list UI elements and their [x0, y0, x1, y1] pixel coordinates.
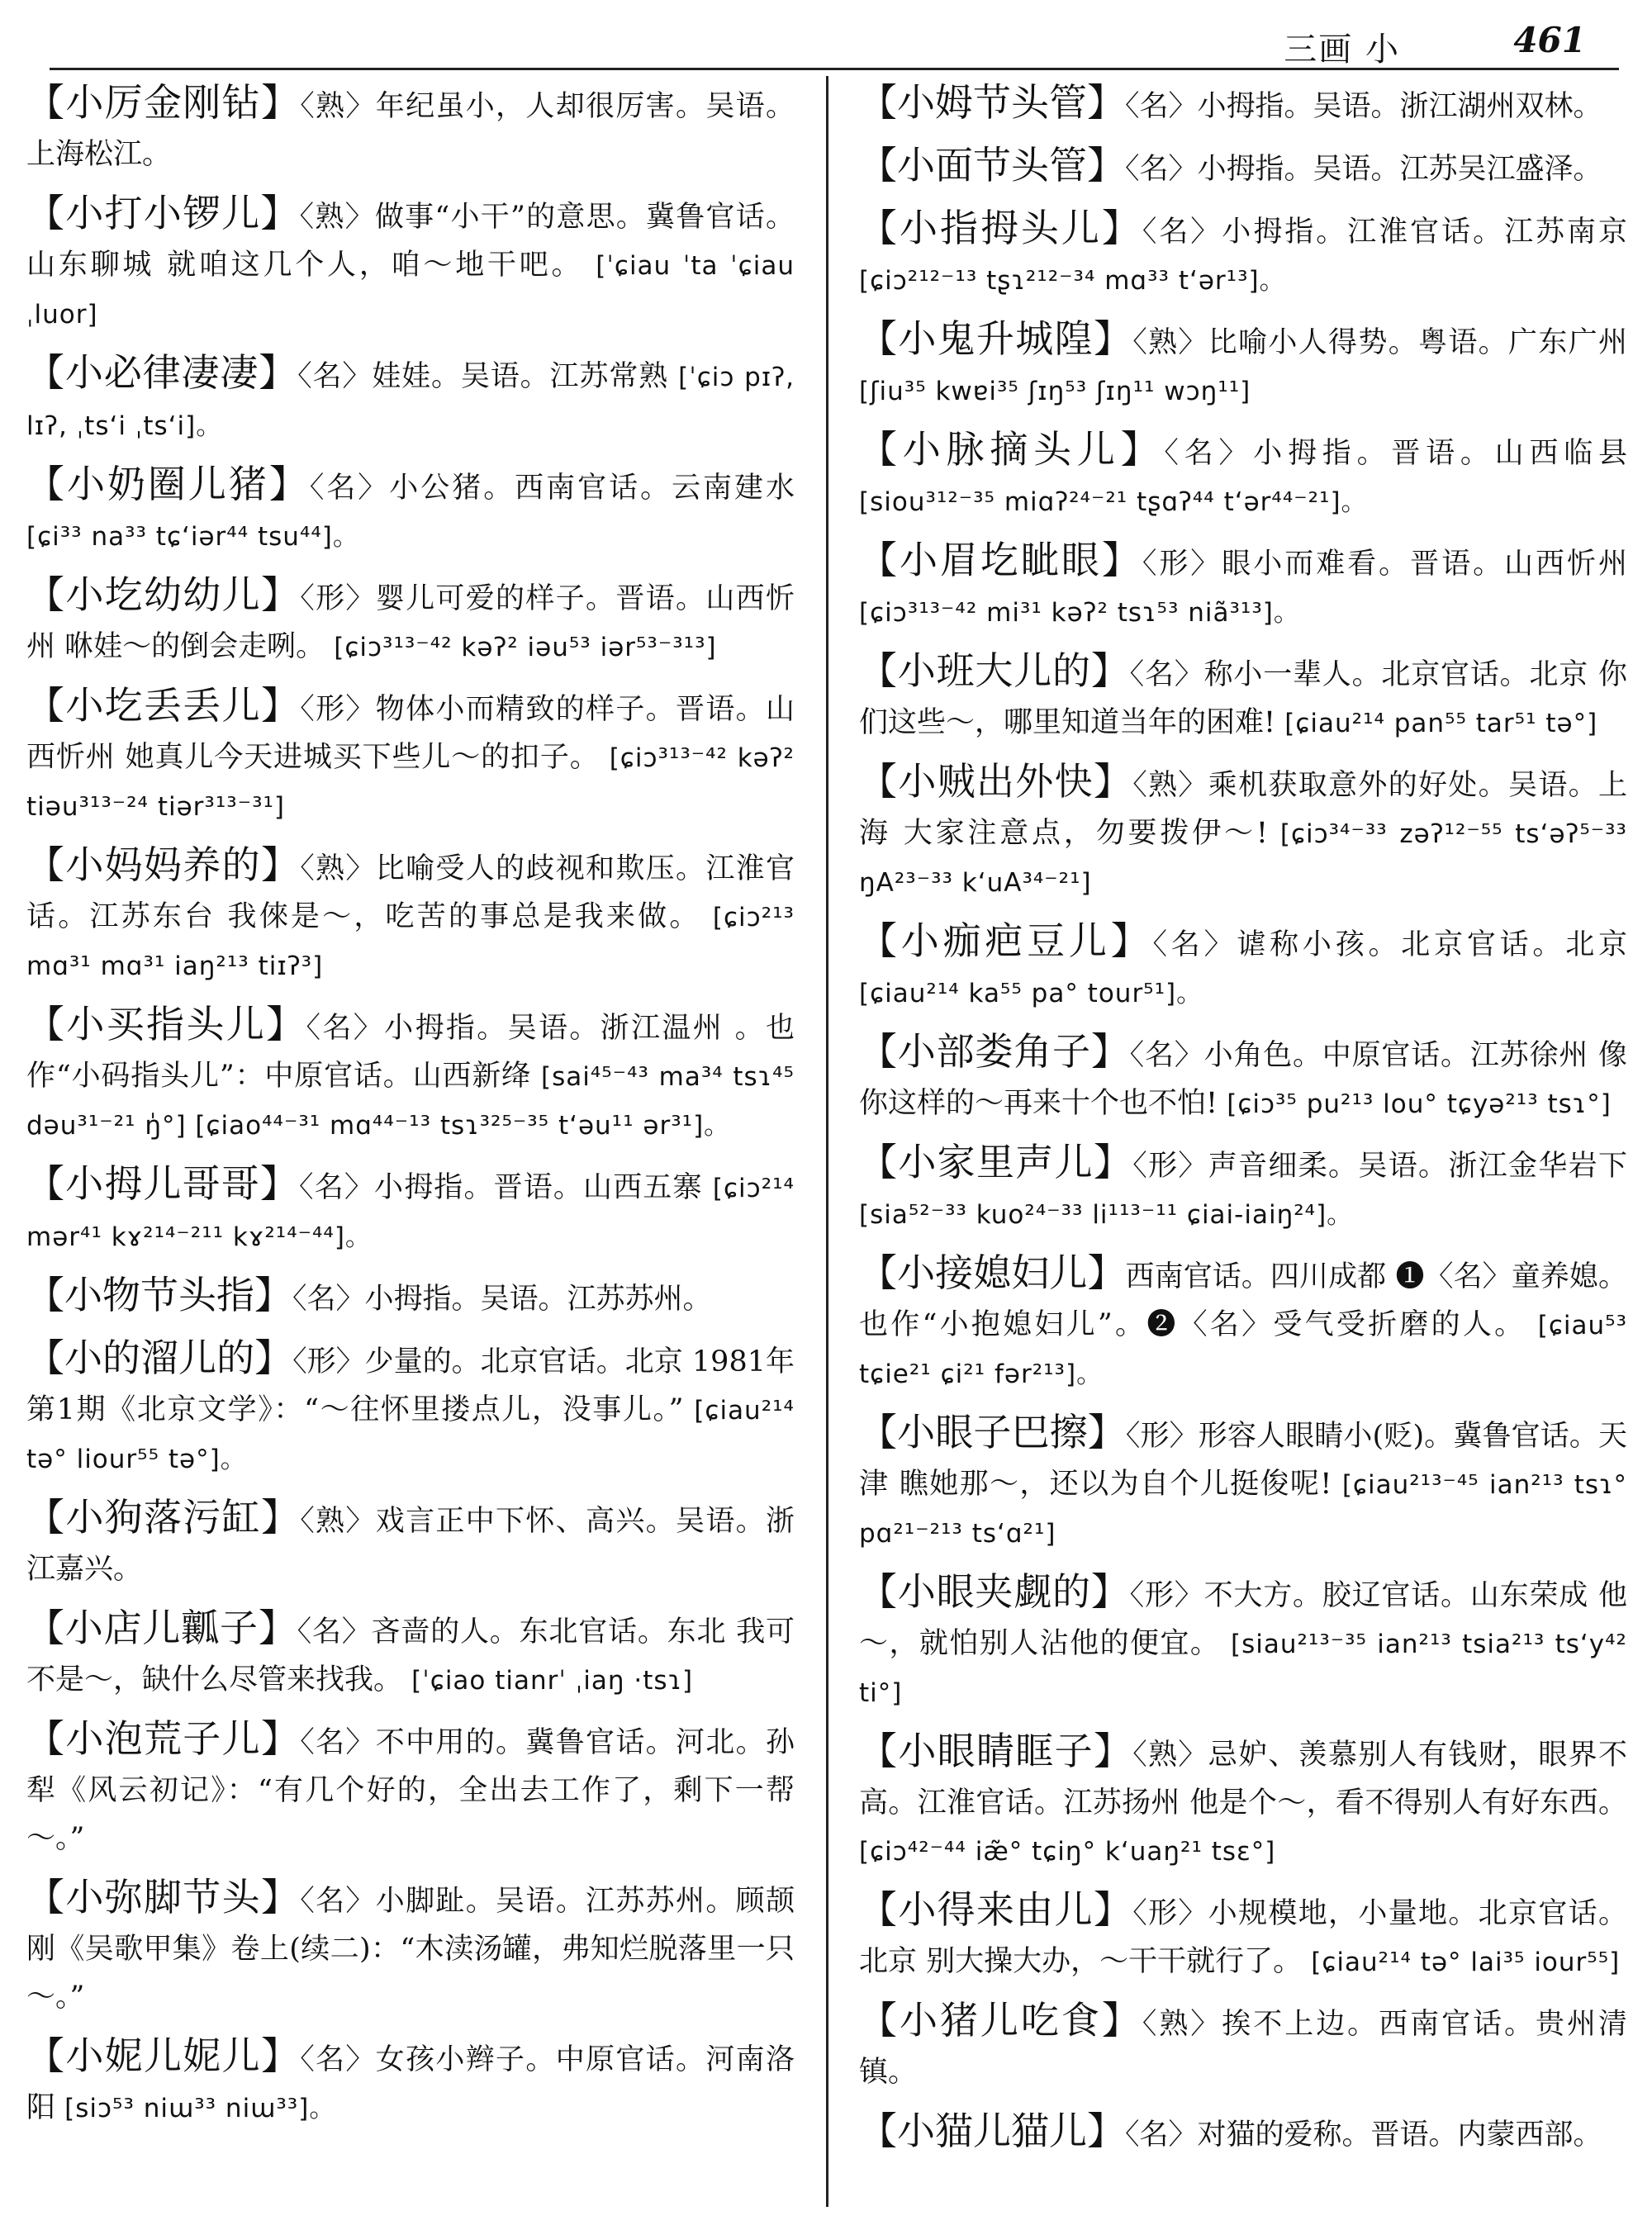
entry-phonetic: [ɕiɔ⁴²⁻⁴⁴ iæ̃° tɕiŋ° kʻuaŋ²¹ tsɛ°]	[859, 1837, 1276, 1867]
entry-headword: 【小贼出外快】	[859, 759, 1133, 804]
page-header	[50, 0, 1619, 70]
entry-body: 〈名〉小公猪。西南官话。云南建水	[309, 472, 795, 505]
entry-body: 〈形〉眼小而难看。晋语。山西忻州	[1142, 548, 1627, 581]
entry-body: 〈名〉小脚趾。吴语。江苏苏州。顾颉刚《吴歌甲集》卷上(续二)：“木渎汤罐，弗知烂脱落里一只～。”	[26, 1885, 795, 2014]
entry-phonetic: [ɕiau²¹⁴ tə° liour⁵⁵ tə°]。	[26, 1396, 795, 1474]
right-column	[859, 78, 1627, 2170]
dictionary-entry	[859, 141, 1627, 194]
entry-phonetic: [ɕiau²¹⁴ pan⁵⁵ tar⁵¹ tə°]	[1284, 709, 1598, 738]
entry-body: 〈名〉小拇指。晋语。山西五寨	[299, 1171, 703, 1204]
entry-phonetic: [siɔ⁵³ niɯ³³ niɯ³³]。	[64, 2094, 336, 2123]
dictionary-entry	[859, 78, 1627, 131]
entry-headword: 【小圪丢丢儿】	[26, 683, 301, 728]
entry-headword: 【小痂疤豆儿】	[859, 918, 1153, 963]
entry-headword: 【小家里声儿】	[859, 1140, 1133, 1184]
entry-body: 〈形〉婴儿可爱的样子。晋语。山西忻州 咻娃～的倒会走咧。	[26, 582, 795, 663]
dictionary-entry	[859, 1027, 1627, 1128]
dictionary-entry	[26, 1160, 795, 1261]
entry-body: 〈名〉不中用的。冀鲁官话。河北。孙犁《风云初记》：“有几个好的，全出去工作了，剩下一帮～。”	[26, 1726, 795, 1855]
entry-body: 西南官话。四川成都 ❶〈名〉童养媳。也作“小抱媳妇儿”。❷〈名〉受气受折磨的人。	[859, 1260, 1627, 1341]
entry-phonetic: [ɕiɔ³¹³⁻⁴² kəʔ² tiəu³¹³⁻²⁴ tiər³¹³⁻³¹]	[26, 743, 795, 822]
entry-body: 〈名〉小拇指。吴语。江苏苏州。	[292, 1283, 712, 1316]
entry-phonetic: [ɕiɔ³⁴⁻³³ zəʔ¹²⁻⁵⁵ tsʻəʔ⁵⁻³³ ŋA²³⁻³³ kʻuA³⁴⁻²¹]	[859, 819, 1627, 898]
entry-headword: 【小眼子巴擦】	[859, 1410, 1126, 1454]
entry-body: 〈熟〉比喻小人得势。粤语。广东广州	[1132, 326, 1627, 359]
dictionary-entry	[859, 757, 1627, 907]
dictionary-entry	[26, 2032, 795, 2133]
entry-phonetic: [ɕiau⁵³ tɕie²¹ ɕi²¹ fər²¹³]。	[859, 1311, 1627, 1389]
entry-body: 〈熟〉乘机获取意外的好处。吴语。上海 大家注意点，勿要拨伊～!	[859, 769, 1627, 850]
dictionary-entry	[26, 189, 795, 339]
left-column	[26, 78, 795, 2142]
dictionary-entry	[859, 917, 1627, 1018]
dictionary-entry	[26, 1000, 795, 1150]
entry-headword: 【小鬼升城隍】	[859, 316, 1133, 361]
dictionary-entry	[859, 536, 1627, 637]
entry-phonetic: [ˈɕiao tianrˈ ˌiaŋ ·tsɿ]	[411, 1666, 694, 1696]
entry-headword: 【小狗落污缸】	[26, 1495, 301, 1540]
entry-body: 〈熟〉做事“小干”的意思。冀鲁官话。山东聊城 就咱这几个人，咱～地干吧。	[26, 201, 795, 282]
entry-body: 〈名〉谑称小孩。北京官话。北京	[1152, 928, 1627, 961]
dictionary-entry	[859, 1138, 1627, 1239]
entry-phonetic: [ɕiɔ³¹³⁻⁴² kəʔ² iəu⁵³ iər⁵³⁻³¹³]	[334, 633, 717, 662]
entry-phonetic: [ɕiɔ²¹³ mɑ³¹ mɑ³¹ iaŋ²¹³ tiɪʔ³]	[26, 903, 795, 981]
entry-phonetic: [siau²¹³⁻³⁵ ian²¹³ tsia²¹³ tsʻy⁴² ti°]	[859, 1630, 1627, 1708]
dictionary-entry	[26, 349, 795, 450]
dictionary-entry	[26, 1334, 795, 1483]
section-label: 三画 小	[1284, 31, 1400, 69]
entry-phonetic: [ɕiɔ²¹⁴ mər⁴¹ kɤ²¹⁴⁻²¹¹ kɤ²¹⁴⁻⁴⁴]。	[26, 1174, 795, 1252]
entry-headword: 【小脉摘头儿】	[859, 427, 1165, 472]
entry-body: 〈形〉形容人眼睛小(贬)。冀鲁官话。天津 瞧她那～，还以为自个儿挺俊呢!	[859, 1420, 1628, 1501]
dictionary-entry	[26, 78, 795, 179]
entry-body: 〈名〉吝啬的人。东北官话。东北 我可不是～，缺什么尽管来找我。	[26, 1616, 795, 1696]
entry-body: 〈名〉小拇指。晋语。山西临县	[1164, 437, 1627, 470]
dictionary-entry	[859, 204, 1627, 305]
dictionary-entry	[26, 1493, 795, 1594]
entry-body: 〈名〉小拇指。吴语。江苏吴江盛泽。	[1125, 153, 1602, 186]
entry-body: 〈形〉物体小而精致的样子。晋语。山西忻州 她真儿今天进城买下些儿～的扣子。	[26, 693, 795, 774]
dictionary-entry	[859, 2107, 1627, 2160]
entry-body: 〈名〉女孩小辫子。中原官话。河南洛阳	[26, 2043, 795, 2124]
entry-body: 〈熟〉挨不上边。西南官话。贵州清镇。	[859, 2008, 1627, 2089]
entry-headword: 【小猫儿猫儿】	[859, 2109, 1125, 2153]
entry-body: 〈名〉小拇指。吴语。浙江温州 。也作“小码指头儿”：中原官话。山西新绛	[26, 1012, 795, 1093]
entry-phonetic: [ˈɕiau ˈta ˈɕiau ˌluor]	[26, 251, 795, 330]
dictionary-entry	[26, 460, 795, 561]
entry-headword: 【小指拇头儿】	[859, 206, 1142, 250]
entry-headword: 【小奶圈儿猪】	[26, 462, 310, 506]
dictionary-entry	[859, 1727, 1627, 1876]
entry-body: 〈名〉小角色。中原官话。江苏徐州 像你这样的～再来十个也不怕!	[859, 1039, 1627, 1120]
entry-headword: 【小必律凄凄】	[26, 350, 298, 395]
entry-body: 〈形〉声音细柔。吴语。浙江金华岩下	[1132, 1150, 1627, 1183]
dictionary-entry	[26, 681, 795, 831]
entry-headword: 【小泡荒子儿】	[26, 1716, 301, 1761]
entry-headword: 【小面节头管】	[859, 143, 1125, 187]
entry-phonetic: [ɕiɔ³⁵ pu²¹³ lou° tɕyə²¹³ tsɿ°]	[1227, 1089, 1612, 1119]
entry-headword: 【小拇儿哥哥】	[26, 1161, 300, 1206]
entry-phonetic: [ɕiau²¹⁴ ka⁵⁵ pa° tour⁵¹]。	[859, 979, 1203, 1008]
entry-headword: 【小厉金刚钻】	[26, 80, 301, 125]
entry-body: 〈名〉称小一辈人。北京官话。北京 你们这些～，哪里知道当年的困难!	[859, 658, 1627, 739]
dictionary-entry	[859, 1408, 1627, 1558]
dictionary-entry	[26, 1604, 795, 1705]
entry-headword: 【小妈妈养的】	[26, 842, 301, 887]
entry-body: 〈熟〉年纪虽小，人却很厉害。吴语。上海松江。	[26, 90, 795, 171]
dictionary-entry	[859, 315, 1627, 415]
entry-body: 〈形〉小规模地，小量地。北京官话。北京 别大操大办，～干干就行了。	[859, 1897, 1627, 1978]
entry-headword: 【小打小锣儿】	[26, 191, 300, 235]
entry-headword: 【小店儿瓤子】	[26, 1606, 297, 1650]
dictionary-entry	[26, 1271, 795, 1324]
entry-headword: 【小接媳妇儿】	[859, 1250, 1126, 1295]
dictionary-entry	[859, 1249, 1627, 1398]
entry-body: 〈熟〉比喻受人的歧视和欺压。江淮官话。江苏东台 我倈是～，吃苦的事总是我来做。	[26, 852, 795, 933]
entry-headword: 【小部娄角子】	[859, 1029, 1130, 1074]
entry-phonetic: [siou³¹²⁻³⁵ miɑʔ²⁴⁻²¹ tʂɑʔ⁴⁴ tʻər⁴⁴⁻²¹]。	[859, 487, 1368, 517]
entry-phonetic: [sia⁵²⁻³³ kuo²⁴⁻³³ li¹¹³⁻¹¹ ɕiai-iaiŋ²⁴]。	[859, 1200, 1354, 1230]
dictionary-entry	[859, 1886, 1627, 1986]
entry-headword: 【小物节头指】	[26, 1273, 292, 1317]
entry-phonetic: [ɕi³³ na³³ tɕʻiər⁴⁴ tsu⁴⁴]。	[26, 522, 359, 552]
entry-headword: 【小眼夹觑的】	[859, 1569, 1130, 1614]
entry-body: 〈名〉小拇指。江淮官话。江苏南京	[1142, 216, 1627, 249]
entry-headword: 【小眉圪眦眼】	[859, 538, 1142, 582]
entry-phonetic: [ˈɕiɔ pɪʔ, lɪʔ, ˌtsʻi ˌtsʻi]。	[26, 363, 795, 441]
dictionary-entry	[859, 647, 1627, 747]
entry-body: 〈熟〉忌妒、羡慕别人有钱财，眼界不高。江淮官话。江苏扬州 他是个～，看不得别人有好东西。	[859, 1739, 1627, 1820]
dictionary-entry	[26, 571, 795, 671]
entry-phonetic: [ɕiau²¹⁴ tə° lai³⁵ iour⁵⁵]	[1311, 1948, 1621, 1977]
entry-headword: 【小的溜儿的】	[26, 1336, 293, 1380]
page-number: 461	[1513, 20, 1586, 60]
entry-headword: 【小猪儿吃食】	[859, 1998, 1142, 2043]
dictionary-entry	[26, 1715, 795, 1863]
entry-phonetic: [sai⁴⁵⁻⁴³ ma³⁴ tsɿ⁴⁵ dəu³¹⁻²¹ ŋ̍°] [ɕiao⁴⁴⁻³¹ mɑ⁴⁴⁻¹³ tsɿ³²⁵⁻³⁵ tʻəu¹¹ ər³¹]。	[26, 1062, 795, 1141]
entry-headword: 【小班大儿的】	[859, 648, 1130, 693]
entry-phonetic: [ɕiau²¹³⁻⁴⁵ ian²¹³ tsɿ° pɑ²¹⁻²¹³ tsʻɑ²¹]	[859, 1470, 1627, 1549]
entry-body: 〈形〉不大方。胶辽官话。山东荣成 他～，就怕别人沾他的便宜。	[859, 1579, 1627, 1660]
entry-body: 〈名〉对猫的爱称。晋语。内蒙西部。	[1125, 2118, 1602, 2152]
entry-body: 〈形〉少量的。北京官话。北京 1981年第1期《北京文学》：“～往怀里搂点儿，没事儿。”	[26, 1345, 795, 1426]
entry-body: 〈名〉小拇指。吴语。浙江湖州双林。	[1125, 90, 1602, 123]
entry-phonetic: [ɕiɔ³¹³⁻⁴² mi³¹ kəʔ² tsɿ⁵³ niã³¹³]。	[859, 598, 1300, 628]
entry-headword: 【小妮儿妮儿】	[26, 2033, 301, 2078]
column-divider	[826, 76, 828, 2207]
entry-headword: 【小得来由儿】	[859, 1887, 1133, 1932]
dictionary-entry	[859, 1568, 1627, 1717]
entry-phonetic: [ɕiɔ²¹²⁻¹³ tʂɿ²¹²⁻³⁴ mɑ³³ tʻər¹³]。	[859, 266, 1286, 296]
entry-headword: 【小圪幼幼儿】	[26, 572, 301, 617]
entry-body: 〈名〉娃娃。吴语。江苏常熟	[297, 360, 669, 393]
entry-body: 〈熟〉戏言正中下怀、高兴。吴语。浙江嘉兴。	[26, 1505, 795, 1586]
dictionary-entry	[859, 425, 1627, 526]
entry-phonetic: [ʃiu³⁵ kwɐi³⁵ ʃɪŋ⁵³ ʃɪŋ¹¹ wɔŋ¹¹]	[859, 377, 1251, 406]
entry-headword: 【小弥脚节头】	[26, 1875, 301, 1919]
entry-headword: 【小买指头儿】	[26, 1002, 306, 1046]
dictionary-entry	[26, 841, 795, 990]
entry-headword: 【小姆节头管】	[859, 80, 1125, 125]
dictionary-entry	[26, 1873, 795, 2022]
dictionary-entry	[859, 1996, 1627, 2097]
entry-headword: 【小眼睛眶子】	[859, 1729, 1133, 1773]
